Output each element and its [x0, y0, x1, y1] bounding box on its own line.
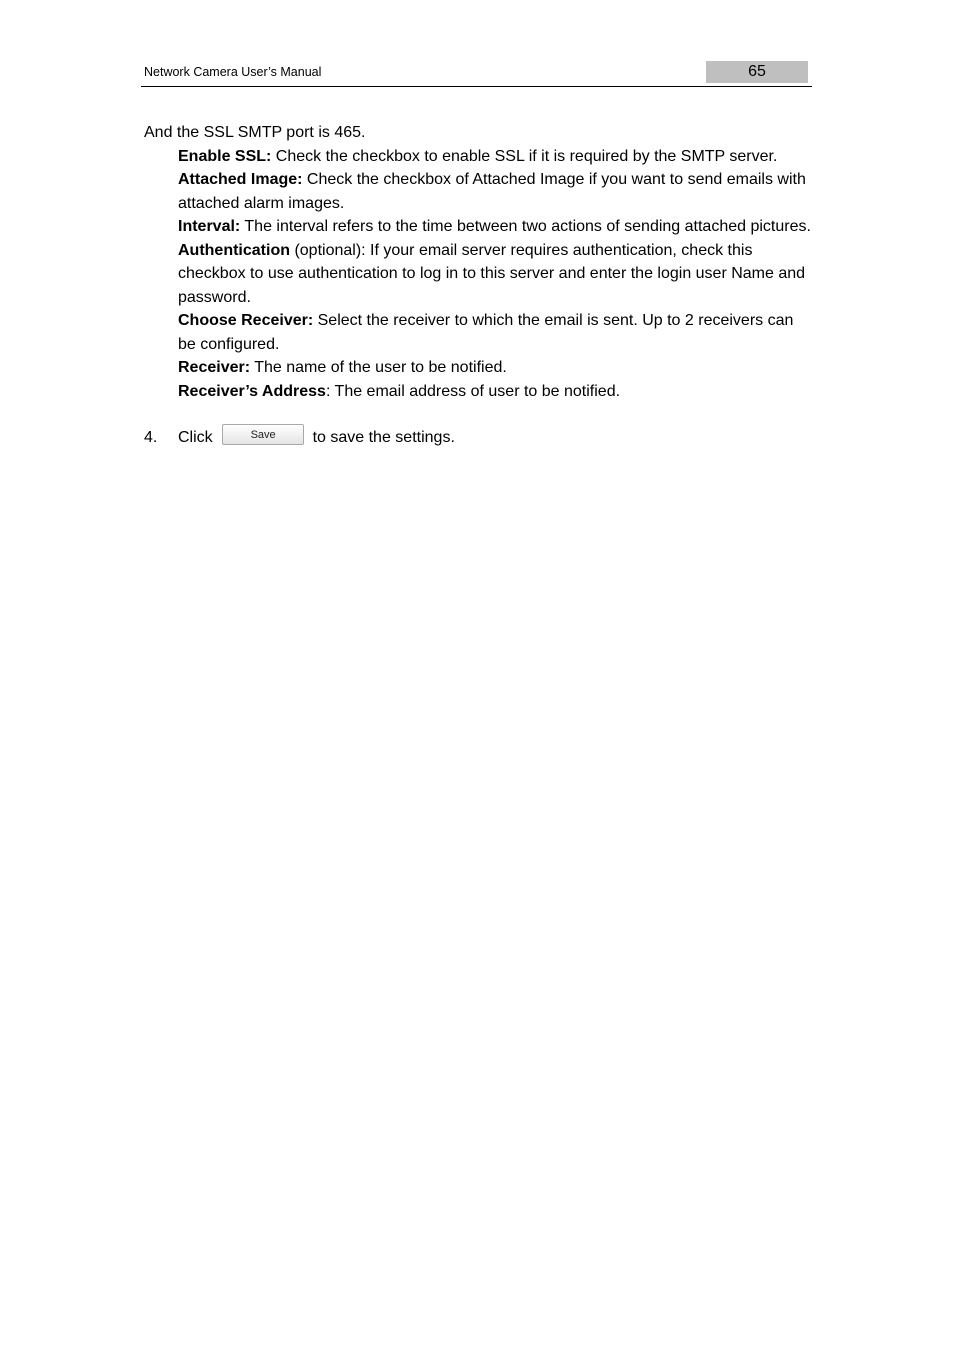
choose-receiver-description: [144, 309, 814, 356]
interval-term: Interval:: [178, 218, 241, 235]
page-number: 65: [706, 61, 808, 83]
choose-receiver-term: Choose Receiver:: [178, 312, 314, 329]
step-after-text: to save the settings.: [312, 429, 455, 446]
enable-ssl-term: Enable SSL:: [178, 147, 272, 165]
enable-ssl-description: [144, 145, 814, 169]
receiver-address-description: [144, 380, 814, 404]
receiver-text: The name of the user to be notified.: [250, 359, 507, 376]
step-4: [144, 423, 814, 449]
receiver-term: Receiver:: [178, 359, 251, 376]
choose-receiver-text: Select the receiver to which the email is sent. Up to 2 receivers can be configured.: [178, 312, 794, 353]
authentication-text: (optional): If your email server requires authentication, check this checkbox to use authentication to log in to this server and enter the login user Name and password.: [178, 241, 806, 306]
enable-ssl-text: Check the checkbox to enable SSL if it is required by the SMTP server.: [271, 147, 778, 165]
interval-description: [144, 215, 814, 239]
authentication-term: Authentication: [178, 241, 290, 259]
document-body: [144, 121, 814, 449]
page-header: [141, 60, 812, 87]
interval-text: The interval refers to the time between two actions of sending attached pictures.: [240, 218, 811, 235]
receiver-address-text: : The email address of user to be notified.: [325, 382, 621, 400]
receiver-address-term: Receiver’s Address: [178, 382, 326, 400]
attached-image-text: Check the checkbox of Attached Image if you want to send emails with attached alarm images.: [178, 171, 806, 212]
receiver-description: [144, 356, 814, 380]
manual-title: Network Camera User’s Manual: [144, 65, 322, 79]
ssl-port-note: And the SSL SMTP port is 465.: [144, 124, 366, 141]
authentication-description: [144, 239, 814, 310]
save-button[interactable]: Save: [222, 424, 304, 445]
step-click-text: Click: [178, 429, 213, 446]
attached-image-description: [144, 168, 814, 215]
attached-image-term: Attached Image:: [178, 171, 303, 188]
step-instruction: [178, 425, 455, 451]
step-number: 4.: [144, 429, 158, 446]
